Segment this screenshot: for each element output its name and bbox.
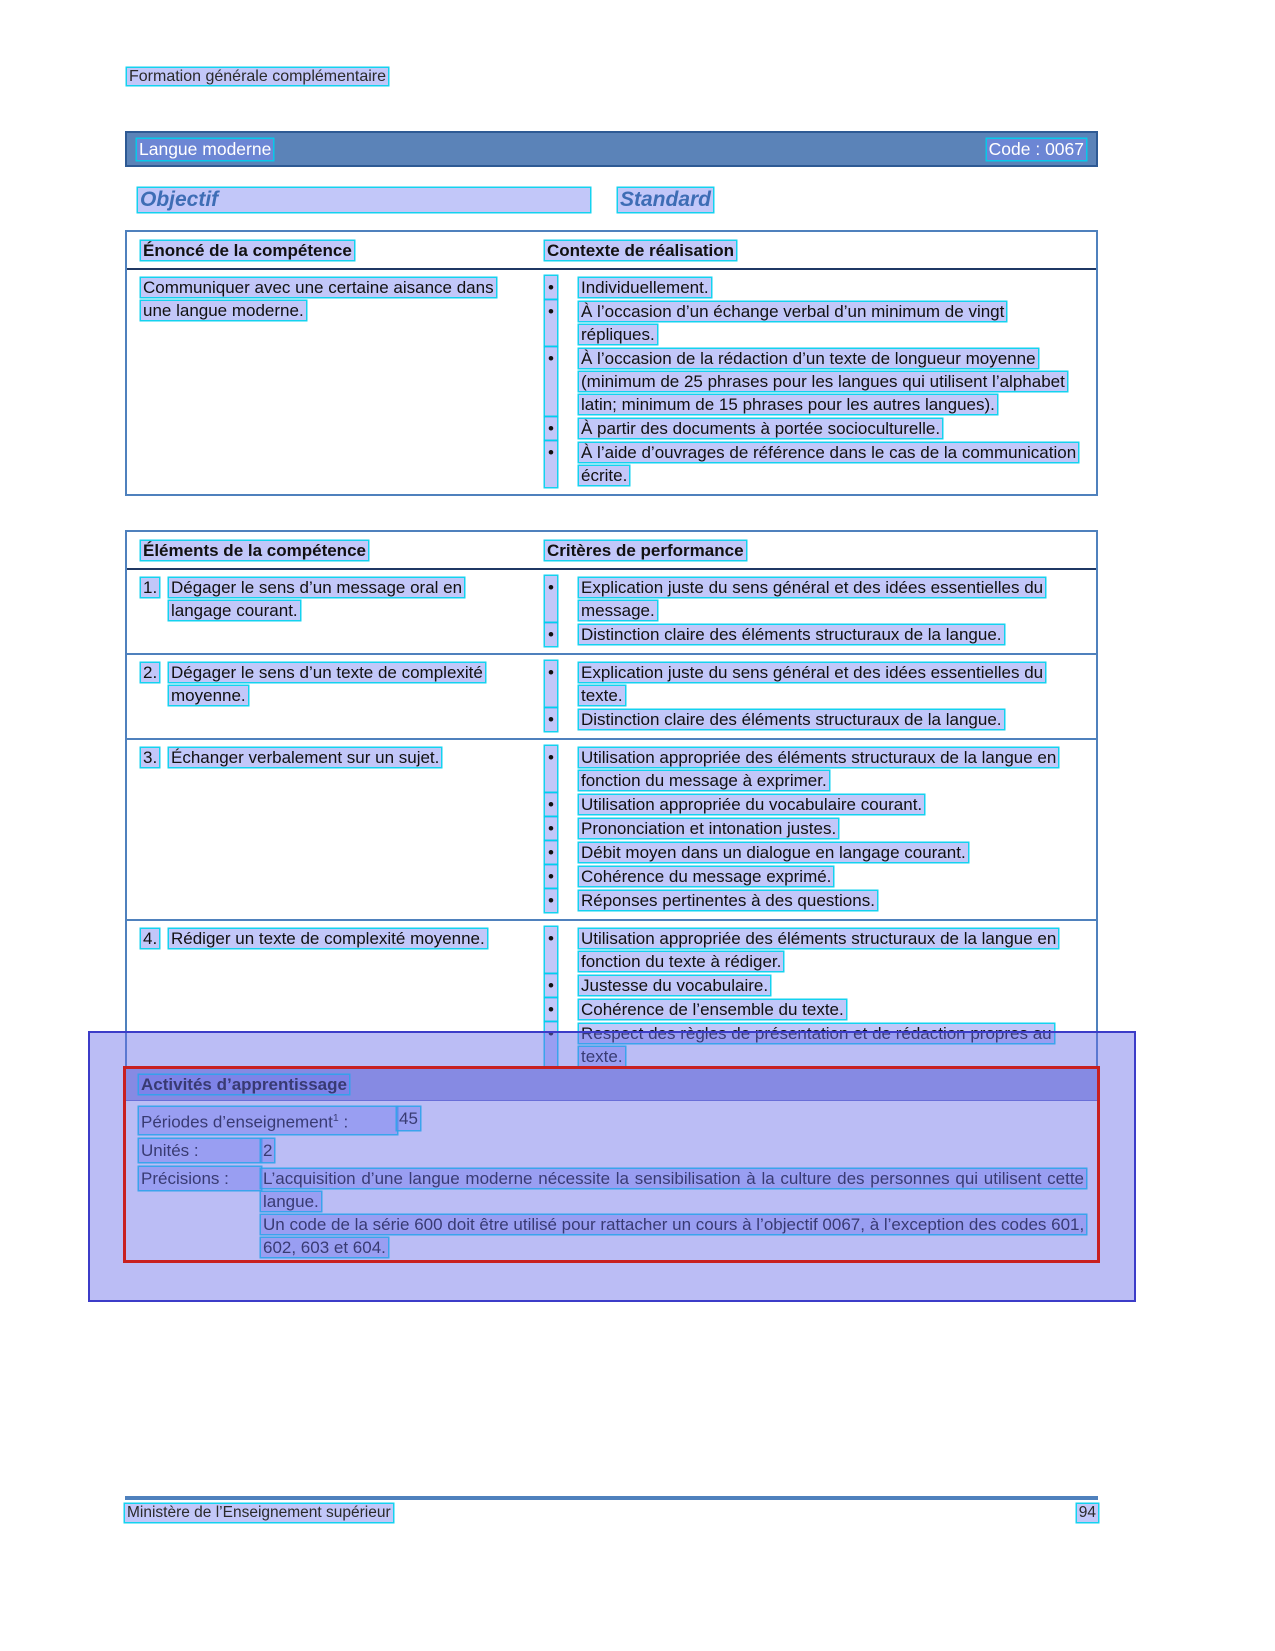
element-number: 1. xyxy=(143,578,158,597)
col-header-enonce: Énoncé de la compétence xyxy=(143,241,352,260)
criterion-item xyxy=(545,998,1084,1021)
element-statement xyxy=(141,746,525,769)
context-item-text: À l’occasion de la rédaction d’un texte de longueur moyenne (minimum de 25 phrases pour les langues qui utilisent l’alphabet latin; minimum de 15 phrases pour les autres langues). xyxy=(581,349,1065,414)
criterion-item xyxy=(545,865,1084,888)
precisions-paragraph-2: Un code de la série 600 doit être utilisé pour rattacher un cours à l’objectif 0067, à l’exception des codes 601, 602, 603 et 604. xyxy=(263,1214,1085,1257)
criterion-text: Débit moyen dans un dialogue en langage courant. xyxy=(581,843,966,862)
bullet-icon xyxy=(545,300,557,346)
unites-label: Unités : xyxy=(139,1139,261,1162)
criterion-text: Explication juste du sens général et des idées essentielles du message. xyxy=(581,578,1044,620)
col-header-contexte: Contexte de réalisation xyxy=(547,241,735,260)
banner-code: Code : 0067 xyxy=(988,138,1084,159)
criterion-text: Distinction claire des éléments structuraux de la langue. xyxy=(581,625,1002,644)
criterion-item xyxy=(545,1022,1084,1068)
page-number: 94 xyxy=(1078,1504,1096,1521)
col-header-elements: Éléments de la compétence xyxy=(143,541,366,560)
context-item-text: À l’aide d’ouvrages de référence dans le cas de la communication écrite. xyxy=(581,443,1077,485)
criterion-item xyxy=(545,927,1084,973)
element-number: 4. xyxy=(143,929,158,948)
context-item xyxy=(545,441,1084,487)
precisions-row xyxy=(139,1167,1086,1259)
criterion-item xyxy=(545,746,1084,792)
header-cell-contexte xyxy=(545,239,1084,262)
elements-table xyxy=(125,530,1098,1077)
bullet-icon xyxy=(545,276,557,299)
header-cell-enonce xyxy=(141,239,545,262)
criterion-item xyxy=(545,623,1084,646)
criterion-text: Utilisation appropriée des éléments structuraux de la langue en fonction du texte à rédiger. xyxy=(581,929,1057,971)
activities-header xyxy=(125,1068,1098,1101)
criterion-text: Explication juste du sens général et des idées essentielles du texte. xyxy=(581,663,1044,705)
criterion-item xyxy=(545,793,1084,816)
elements-table-header xyxy=(127,532,1096,570)
element-row-2 xyxy=(127,653,1096,738)
bullet-icon xyxy=(545,576,557,622)
standard-heading: Standard xyxy=(620,188,712,211)
criterion-text: Justesse du vocabulaire. xyxy=(581,976,769,995)
bullet-icon xyxy=(545,441,557,487)
element-row-4 xyxy=(127,919,1096,1075)
doc-section-label-text: Formation générale complémentaire xyxy=(129,68,387,85)
context-item xyxy=(545,417,1084,440)
periodes-value: 45 xyxy=(399,1109,418,1128)
precisions-label: Précisions : xyxy=(139,1167,261,1190)
column-headings xyxy=(138,188,713,212)
bullet-icon xyxy=(545,793,557,816)
element-text: Dégager le sens d’un message oral en langage courant. xyxy=(171,578,463,620)
title-banner xyxy=(125,131,1098,167)
bullet-icon xyxy=(545,347,557,416)
periodes-row xyxy=(139,1107,1086,1134)
competence-statement: Communiquer avec une certaine aisance dans une langue moderne. xyxy=(143,278,494,320)
element-text: Rédiger un texte de complexité moyenne. xyxy=(171,929,485,948)
criterion-item xyxy=(545,889,1084,912)
competence-statement-cell xyxy=(141,276,545,488)
footnote-marker: 1 xyxy=(332,1112,339,1124)
periodes-label-text: Périodes d’enseignement xyxy=(141,1112,333,1132)
criterion-item xyxy=(545,841,1084,864)
bullet-icon xyxy=(545,708,557,731)
bullet-icon xyxy=(545,746,557,792)
element-number: 2. xyxy=(143,663,158,682)
bullet-icon xyxy=(545,623,557,646)
criterion-item xyxy=(545,708,1084,731)
header-cell-criteres xyxy=(545,539,1084,562)
element-statement xyxy=(141,661,525,707)
criterion-text: Utilisation appropriée des éléments structuraux de la langue en fonction du message à exprimer. xyxy=(581,748,1057,790)
bullet-icon xyxy=(545,998,557,1021)
bullet-icon xyxy=(545,817,557,840)
periodes-colon: : xyxy=(338,1112,349,1132)
bullet-icon xyxy=(545,927,557,973)
criterion-item xyxy=(545,661,1084,707)
element-row-1 xyxy=(127,570,1096,653)
criterion-item xyxy=(545,974,1084,997)
element-statement xyxy=(141,576,525,622)
activities-body xyxy=(125,1101,1098,1270)
element-statement xyxy=(141,927,525,950)
activities-table xyxy=(125,1068,1098,1270)
context-item xyxy=(545,347,1084,416)
col-header-criteres: Critères de performance xyxy=(547,541,744,560)
unites-row xyxy=(139,1139,1086,1162)
header-cell-elements xyxy=(141,539,545,562)
criterion-text: Réponses pertinentes à des questions. xyxy=(581,891,875,910)
element-text: Échanger verbalement sur un sujet. xyxy=(171,748,440,767)
element-text: Dégager le sens d’un texte de complexité moyenne. xyxy=(171,663,483,705)
context-item xyxy=(545,276,1084,299)
context-item-text: À partir des documents à portée socioculturelle. xyxy=(581,419,941,438)
periodes-label xyxy=(139,1107,397,1134)
competence-table xyxy=(125,230,1098,496)
context-list xyxy=(545,276,1084,488)
criteria-list xyxy=(545,746,1084,913)
criterion-item xyxy=(545,817,1084,840)
precisions-text xyxy=(261,1167,1086,1259)
bullet-icon xyxy=(545,661,557,707)
unites-value: 2 xyxy=(263,1140,273,1160)
criterion-text: Cohérence du message exprimé. xyxy=(581,867,832,886)
banner-title: Langue moderne xyxy=(139,138,272,159)
activities-title: Activités d’apprentissage xyxy=(141,1075,347,1094)
criterion-text: Prononciation et intonation justes. xyxy=(581,819,837,838)
bullet-icon xyxy=(545,1022,557,1068)
bullet-icon xyxy=(545,417,557,440)
context-item-text: À l’occasion d’un échange verbal d’un minimum de vingt répliques. xyxy=(581,302,1005,344)
precisions-paragraph-1: L’acquisition d’une langue moderne nécessite la sensibilisation à la culture des personnes qui utilisent cette langue. xyxy=(263,1168,1084,1211)
context-item-text: Individuellement. xyxy=(581,278,709,297)
bullet-icon xyxy=(545,865,557,888)
criterion-text: Utilisation appropriée du vocabulaire courant. xyxy=(581,795,923,814)
criteria-list xyxy=(545,927,1084,1069)
element-row-3 xyxy=(127,738,1096,919)
criteria-list xyxy=(545,576,1084,647)
context-item xyxy=(545,300,1084,346)
page-footer xyxy=(125,1496,1098,1522)
bullet-icon xyxy=(545,889,557,912)
criteria-list xyxy=(545,661,1084,732)
competence-row xyxy=(127,270,1096,494)
competence-table-header xyxy=(127,232,1096,270)
footer-ministry: Ministère de l’Enseignement supérieur xyxy=(127,1504,391,1521)
criterion-text: Distinction claire des éléments structuraux de la langue. xyxy=(581,710,1002,729)
element-number: 3. xyxy=(143,748,158,767)
criterion-item xyxy=(545,576,1084,622)
bullet-icon xyxy=(545,974,557,997)
criterion-text: Cohérence de l’ensemble du texte. xyxy=(581,1000,844,1019)
doc-section-label xyxy=(127,68,388,86)
criterion-text: Respect des règles de présentation et de rédaction propres au texte. xyxy=(581,1024,1052,1066)
bullet-icon xyxy=(545,841,557,864)
objectif-heading: Objectif xyxy=(138,188,590,212)
